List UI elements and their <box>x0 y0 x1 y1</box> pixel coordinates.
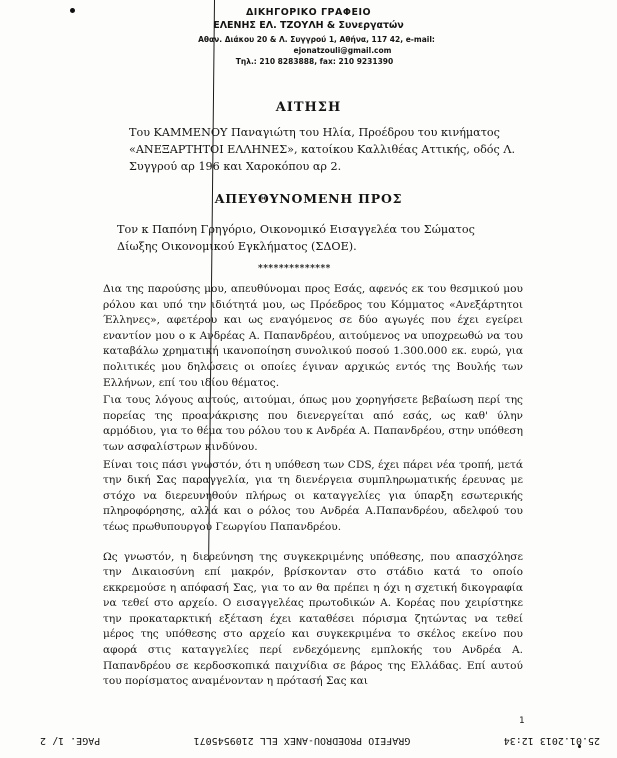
letterhead-firm: ΔΙΚΗΓΟΡΙΚΟ ΓΡΑΦΕΙΟ <box>245 7 372 18</box>
fax-sender: GRAFEIO PROEDROU-ANEX ELL 2109545071 <box>193 735 411 746</box>
letterhead-name: ΕΛΕΝΗΣ ΕΛ. ΤΖΟΥΛΗ & Συνεργατών <box>213 20 404 31</box>
letterhead-phones: Τηλ.: 210 8283888, fax: 210 9231390 <box>235 57 394 66</box>
petitioner-block <box>129 125 519 175</box>
paragraph: Ως γνωστόν, η διερεύνηση της συγκεκριμένης υπόθεσης, που απασχόλησε την Δικαιοσύνη επί μακρόν, βρίσκονταν στο στάδιο κατά το οποίο εκκρεμούσε η απόφασή Σας, για το αν θα πρέπει η όχι η σχετική δικογραφία να τεθεί στο αρχείο. Ο εισαγγελέας πρωτοδικών Α. Κορέας που χειρίστηκε την προκαταρκτική εξέταση έχει καταθέσει πόρισμα ζητώντας να τεθεί μέρος της υπόθεσης στο αρχείο και συγκεκριμένα το σκέλος εκείνο που αφορά στις καταγγελίες περί ενδεχόμενης εμπλοκής του Ανδρέα Α. Παπανδρέου σε κερδοσκοπικά παιχνίδια σε βάρος της Ελλάδας. Επί αυτού του πορίσματος αναμένονταν η πρότασή Σας και <box>103 550 523 688</box>
addressee-block <box>117 222 517 256</box>
fax-header-line <box>40 732 600 746</box>
page-marker: 1 <box>519 716 525 726</box>
letterhead-address: Αθαν. Διάκου 20 & Λ. Συγγρού 1, Αθήνα, 117 42, e-mail: <box>198 35 435 44</box>
fax-page: PAGE. 1/ 2 <box>40 735 101 746</box>
letterhead-email: ejonatzouli@gmail.com <box>293 46 392 55</box>
body-text <box>103 282 523 692</box>
fax-date-time: 25.01.2013 12:34 <box>503 735 600 746</box>
document-title: ΑΙΤΗΣΗ <box>275 100 342 115</box>
paragraph: Δια της παρούσης μου, απευθύνομαι προς Εσάς, αφενός εκ του θεσμικού μου ρόλου και υπό την ιδιότητά μου, ως Πρόεδρος του Κόμματος «Ανεξάρτητοι Έλληνες», αφετέρου και ως εναγόμενος σε δύο αγωγές που έχει εγείρει εναντίον μου ο κ Ανδρέας Α. Παπανδρέου, αιτούμενος να υποχρεωθώ να του καταβάλω χρηματική ικανοποίηση συνολικού ποσού 1.300.000 εκ. ευρώ, για πολιτικές μου δηλώσεις οι οποίες έγιναν αρχικώς εντός της Βουλής των Ελλήνων, επί του ιδίου θέματος. <box>103 283 523 389</box>
separator-stars: ************** <box>258 264 331 274</box>
paragraph: Είναι τοις πάσι γνωστόν, ότι η υπόθεση των CDS, έχει πάρει νέα τροπή, μετά την δική Σας παραγγελία, για τη διενέργεια συμπληρωματικής έρευνας με στόχο να διερευνηθούν πλήρως οι καταγγελίες για ύπαρξη εσωτερικής πληροφόρησης, αλλά και ο ρόλος του Ανδρέα Α.Παπανδρέου, αδελφού του τέως πρωθυπουργού Γεωργίου Παπανδρέου. <box>103 458 523 533</box>
petitioner-text: Του ΚΑΜΜΕΝΟΥ Παναγιώτη του Ηλία, Προέδρου του κινήματος «ΑΝΕΞΑΡΤΗΤΟΙ ΕΛΛΗΝΕΣ», κατοίκου Καλλιθέας Αττικής, οδός Λ. Συγγρού αρ 196 και Χαροκόπου αρ 2. <box>129 126 516 173</box>
addressee-heading: ΑΠΕΥΘΥΝΟΜΕΝΗ ΠΡΟΣ <box>214 191 403 206</box>
paragraph: Για τους λόγους αυτούς, αιτούμαι, όπως μου χορηγήσετε βεβαίωση περί της πορείας της προανάκρισης που διενεργείται από εσάς, ως καθ' ύλην αρμόδιου, για το θέμα του ρόλου του κ Ανδρέα Α. Παπανδρέου, στην υπόθεση των ασφαλίστρων κινδύνου. <box>103 394 523 453</box>
addressee-text: Τον κ Παπόνη Γρηγόριο, Οικονομικό Εισαγγελέα του Σώματος Δίωξης Οικονομικού Εγκλήματος (ΣΔΟΕ). <box>117 223 475 253</box>
